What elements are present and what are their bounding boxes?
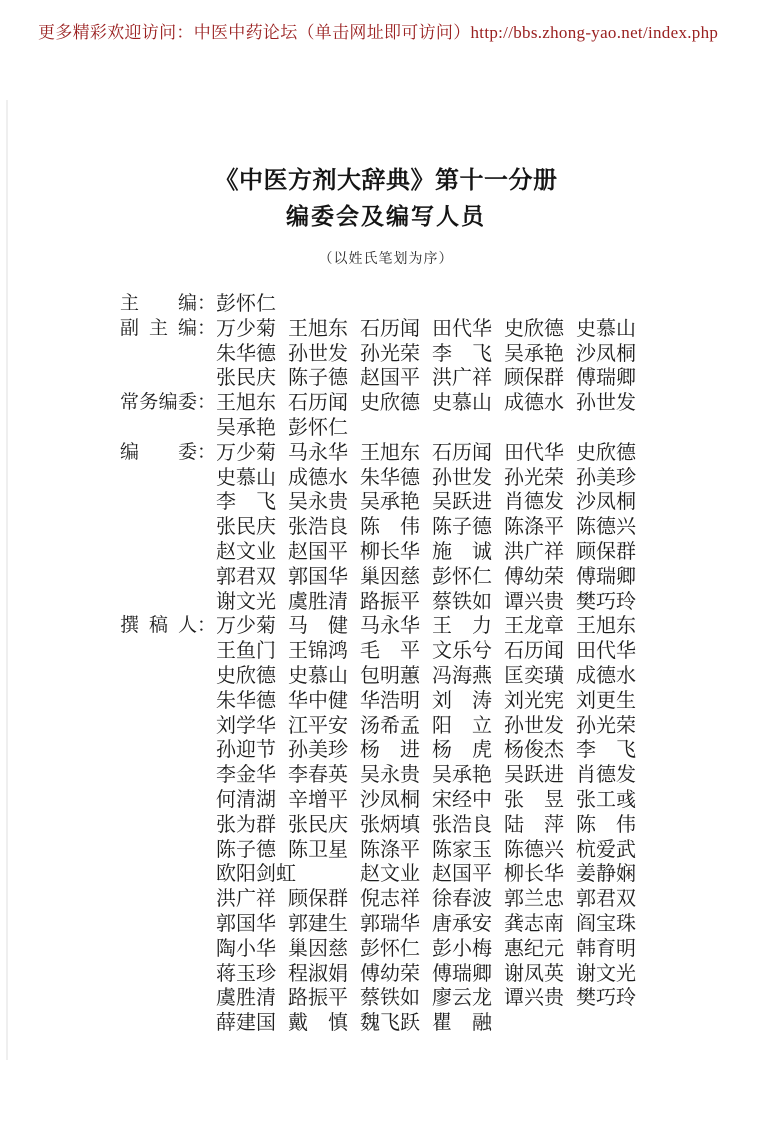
person-name: 辛增平 bbox=[288, 788, 348, 811]
person-name: 杨 进 bbox=[360, 739, 420, 762]
person-name: 孙世发 bbox=[504, 714, 564, 737]
person-name: 张浩良 bbox=[432, 813, 492, 836]
person-name: 沙凤桐 bbox=[576, 342, 636, 365]
role-label-contributors bbox=[120, 614, 216, 639]
person-name: 路振平 bbox=[360, 590, 420, 613]
name-row bbox=[216, 441, 648, 466]
person-name: 史欣德 bbox=[216, 664, 276, 687]
person-name: 瞿 融 bbox=[432, 1012, 492, 1035]
name-rows bbox=[216, 292, 648, 317]
name-row bbox=[216, 391, 648, 416]
section-deputy-chief-editors bbox=[120, 317, 648, 391]
person-name: 郭君双 bbox=[576, 888, 636, 911]
person-name: 蒋玉珍 bbox=[216, 962, 276, 985]
role-label-colon: ： bbox=[196, 615, 216, 637]
person-name: 宋经中 bbox=[432, 788, 492, 811]
person-name: 史慕山 bbox=[432, 392, 492, 415]
person-name: 马永华 bbox=[360, 615, 420, 638]
person-name: 陈子德 bbox=[288, 367, 348, 390]
person-name: 沙凤桐 bbox=[360, 788, 420, 811]
person-name: 彭怀仁 bbox=[288, 416, 348, 439]
editorial-roster bbox=[120, 292, 648, 1036]
person-name: 李 飞 bbox=[576, 739, 636, 762]
person-name: 洪广祥 bbox=[216, 888, 276, 911]
role-label-text: 主 编 bbox=[120, 293, 197, 314]
sort-order-note: （以姓氏笔划为序） bbox=[318, 252, 454, 267]
person-name: 姜静娴 bbox=[576, 863, 636, 886]
person-name: 刘光宪 bbox=[504, 689, 564, 712]
role-label-standing-committee bbox=[120, 391, 216, 416]
person-name: 柳长华 bbox=[504, 863, 564, 886]
name-row bbox=[216, 986, 648, 1011]
person-name: 陈子德 bbox=[216, 838, 276, 861]
person-name: 孙美珍 bbox=[288, 739, 348, 762]
person-name: 樊巧玲 bbox=[576, 987, 636, 1010]
person-name: 顾保群 bbox=[504, 367, 564, 390]
person-name: 陈涤平 bbox=[360, 838, 420, 861]
person-name: 陈家玉 bbox=[432, 838, 492, 861]
person-name: 傅幼荣 bbox=[504, 565, 564, 588]
person-name: 孙光荣 bbox=[504, 466, 564, 489]
person-name: 彭怀仁 bbox=[432, 565, 492, 588]
person-name: 田代华 bbox=[432, 317, 492, 340]
person-name: 蔡铁如 bbox=[432, 590, 492, 613]
committee-heading: 编委会及编写人员 bbox=[286, 203, 486, 229]
person-name: 朱华德 bbox=[360, 466, 420, 489]
person-name: 吴永贵 bbox=[360, 764, 420, 787]
person-name: 成德水 bbox=[288, 466, 348, 489]
person-name: 程淑娟 bbox=[288, 962, 348, 985]
person-name: 孙迎节 bbox=[216, 739, 276, 762]
person-name: 阎宝珠 bbox=[576, 912, 636, 935]
person-name: 王旭东 bbox=[576, 615, 636, 638]
person-name: 成德水 bbox=[504, 392, 564, 415]
person-name: 华浩明 bbox=[360, 689, 420, 712]
person-name: 欧阳剑虹 bbox=[216, 863, 296, 886]
person-name: 赵国平 bbox=[432, 863, 492, 886]
person-name: 华中健 bbox=[288, 689, 348, 712]
person-name: 江平安 bbox=[288, 714, 348, 737]
person-name: 郭国华 bbox=[288, 565, 348, 588]
person-name: 史慕山 bbox=[216, 466, 276, 489]
person-name: 肖德发 bbox=[504, 491, 564, 514]
person-name: 唐承安 bbox=[432, 912, 492, 935]
person-name: 杨俊杰 bbox=[504, 739, 564, 762]
person-name: 吴永贵 bbox=[288, 491, 348, 514]
person-name: 谢凤英 bbox=[504, 962, 564, 985]
name-row bbox=[216, 317, 648, 342]
person-name: 陈涤平 bbox=[504, 516, 564, 539]
person-name: 谢文光 bbox=[576, 962, 636, 985]
name-row bbox=[216, 342, 648, 367]
person-name bbox=[288, 862, 360, 887]
role-label-colon: ： bbox=[196, 441, 216, 463]
section-standing-committee bbox=[120, 391, 648, 441]
person-name: 吴承艳 bbox=[504, 342, 564, 365]
person-name: 马永华 bbox=[288, 441, 348, 464]
person-name: 文乐兮 bbox=[432, 640, 492, 663]
person-name: 万少菊 bbox=[216, 615, 276, 638]
name-row bbox=[216, 639, 648, 664]
name-row bbox=[216, 664, 648, 689]
person-name: 张浩良 bbox=[288, 516, 348, 539]
section-chief-editor bbox=[120, 292, 648, 317]
person-name: 傅瑞卿 bbox=[576, 565, 636, 588]
person-name: 何清湖 bbox=[216, 788, 276, 811]
person-name: 李 飞 bbox=[432, 342, 492, 365]
person-name: 赵国平 bbox=[360, 367, 420, 390]
role-label-editorial-board bbox=[120, 441, 216, 466]
person-name: 孙世发 bbox=[576, 392, 636, 415]
name-row bbox=[216, 887, 648, 912]
person-name: 虞胜清 bbox=[216, 987, 276, 1010]
person-name: 施 诚 bbox=[432, 540, 492, 563]
person-name: 石历闻 bbox=[360, 317, 420, 340]
person-name: 廖云龙 bbox=[432, 987, 492, 1010]
person-name: 赵文业 bbox=[360, 863, 420, 886]
person-name: 李春英 bbox=[288, 764, 348, 787]
person-name: 陈德兴 bbox=[504, 838, 564, 861]
name-row bbox=[216, 490, 648, 515]
forum-notice-link[interactable]: 更多精彩欢迎访问：中医中药论坛（单击网址即可访问）http://bbs.zhong-yao.net/index.php bbox=[38, 23, 719, 42]
person-name: 郭国华 bbox=[216, 912, 276, 935]
name-row bbox=[216, 763, 648, 788]
person-name: 王龙章 bbox=[504, 615, 564, 638]
person-name: 张民庆 bbox=[216, 367, 276, 390]
name-rows bbox=[216, 317, 648, 391]
person-name: 王旭东 bbox=[360, 441, 420, 464]
person-name: 郭君双 bbox=[216, 565, 276, 588]
person-name: 杭爱武 bbox=[576, 838, 636, 861]
person-name: 陶小华 bbox=[216, 937, 276, 960]
name-row bbox=[216, 689, 648, 714]
person-name: 张为群 bbox=[216, 813, 276, 836]
name-row bbox=[216, 738, 648, 763]
person-name: 巢因慈 bbox=[360, 565, 420, 588]
person-name: 孙美珍 bbox=[576, 466, 636, 489]
person-name: 洪广祥 bbox=[432, 367, 492, 390]
name-row bbox=[216, 565, 648, 590]
role-label-colon: ： bbox=[196, 317, 216, 339]
person-name: 陈子德 bbox=[432, 516, 492, 539]
title-block bbox=[0, 166, 772, 268]
role-label-colon: ： bbox=[196, 293, 216, 314]
person-name: 吴承艳 bbox=[216, 416, 276, 439]
person-name: 张 昱 bbox=[504, 788, 564, 811]
person-name: 田代华 bbox=[576, 640, 636, 663]
person-name: 匡奕璜 bbox=[504, 664, 564, 687]
person-name: 张民庆 bbox=[216, 516, 276, 539]
role-label-chief-editor bbox=[120, 292, 216, 317]
person-name: 柳长华 bbox=[360, 540, 420, 563]
name-row bbox=[216, 515, 648, 540]
person-name: 彭怀仁 bbox=[216, 293, 276, 315]
person-name: 汤希孟 bbox=[360, 714, 420, 737]
person-name: 谭兴贵 bbox=[504, 987, 564, 1010]
person-name: 石历闻 bbox=[288, 392, 348, 415]
person-name: 虞胜清 bbox=[288, 590, 348, 613]
person-name: 郭建生 bbox=[288, 912, 348, 935]
name-row bbox=[216, 838, 648, 863]
person-name: 魏飞跃 bbox=[360, 1012, 420, 1035]
person-name: 李 飞 bbox=[216, 491, 276, 514]
person-name: 洪广祥 bbox=[504, 540, 564, 563]
person-name: 孙世发 bbox=[288, 342, 348, 365]
name-row bbox=[216, 466, 648, 491]
person-name: 顾保群 bbox=[576, 540, 636, 563]
person-name: 史欣德 bbox=[576, 441, 636, 464]
person-name: 王旭东 bbox=[288, 317, 348, 340]
role-label-text: 副 主 编 bbox=[120, 317, 197, 339]
person-name: 王旭东 bbox=[216, 392, 276, 415]
person-name: 史欣德 bbox=[360, 392, 420, 415]
person-name: 田代华 bbox=[504, 441, 564, 464]
role-label-text: 撰 稿 人 bbox=[120, 615, 197, 637]
person-name: 史慕山 bbox=[288, 664, 348, 687]
person-name: 刘 涛 bbox=[432, 689, 492, 712]
person-name: 吴承艳 bbox=[360, 491, 420, 514]
person-name: 陈 伟 bbox=[360, 516, 420, 539]
name-rows bbox=[216, 391, 648, 441]
person-name: 李金华 bbox=[216, 764, 276, 787]
person-name: 谭兴贵 bbox=[504, 590, 564, 613]
person-name: 戴 慎 bbox=[288, 1012, 348, 1035]
person-name: 史欣德 bbox=[504, 317, 564, 340]
person-name: 傅幼荣 bbox=[360, 962, 420, 985]
person-name: 冯海燕 bbox=[432, 664, 492, 687]
person-name: 陈 伟 bbox=[576, 813, 636, 836]
name-row bbox=[216, 937, 648, 962]
person-name: 朱华德 bbox=[216, 342, 276, 365]
person-name: 惠纪元 bbox=[504, 937, 564, 960]
person-name: 龚志南 bbox=[504, 912, 564, 935]
role-label-text: 常 务 编 委 bbox=[120, 392, 197, 414]
name-row bbox=[216, 962, 648, 987]
person-name: 沙凤桐 bbox=[576, 491, 636, 514]
section-contributors bbox=[120, 614, 648, 1036]
name-row bbox=[216, 714, 648, 739]
role-label-deputy-chief-editors bbox=[120, 317, 216, 342]
person-name: 万少菊 bbox=[216, 317, 276, 340]
person-name: 陈德兴 bbox=[576, 516, 636, 539]
person-name: 阳 立 bbox=[432, 714, 492, 737]
person-name: 杨 虎 bbox=[432, 739, 492, 762]
person-name: 樊巧玲 bbox=[576, 590, 636, 613]
person-name: 石历闻 bbox=[432, 441, 492, 464]
person-name: 肖德发 bbox=[576, 764, 636, 787]
name-row bbox=[216, 366, 648, 391]
person-name: 彭小梅 bbox=[432, 937, 492, 960]
person-name: 王锦鸿 bbox=[288, 640, 348, 663]
person-name: 马 健 bbox=[288, 615, 348, 638]
name-row bbox=[216, 416, 648, 441]
book-title: 《中医方剂大辞典》第十一分册 bbox=[214, 167, 558, 194]
person-name: 陆 萍 bbox=[504, 813, 564, 836]
person-name: 巢因慈 bbox=[288, 937, 348, 960]
person-name: 陈卫星 bbox=[288, 838, 348, 861]
name-row bbox=[216, 1011, 648, 1036]
person-name: 毛 平 bbox=[360, 640, 420, 663]
person-name: 郭兰忠 bbox=[504, 888, 564, 911]
person-name: 王 力 bbox=[432, 615, 492, 638]
person-name: 傅瑞卿 bbox=[576, 367, 636, 390]
section-editorial-board bbox=[120, 441, 648, 615]
person-name: 彭怀仁 bbox=[360, 937, 420, 960]
name-row bbox=[216, 813, 648, 838]
name-row bbox=[216, 292, 648, 317]
person-name: 王鱼门 bbox=[216, 640, 276, 663]
person-name: 万少菊 bbox=[216, 441, 276, 464]
person-name: 吴跃进 bbox=[432, 491, 492, 514]
person-name: 谢文光 bbox=[216, 590, 276, 613]
person-name: 郭瑞华 bbox=[360, 912, 420, 935]
name-row bbox=[216, 540, 648, 565]
person-name: 吴承艳 bbox=[432, 764, 492, 787]
person-name: 韩育明 bbox=[576, 937, 636, 960]
person-name: 朱华德 bbox=[216, 689, 276, 712]
person-name: 孙光荣 bbox=[360, 342, 420, 365]
person-name: 张工彧 bbox=[576, 788, 636, 811]
person-name: 张民庆 bbox=[288, 813, 348, 836]
person-name: 刘更生 bbox=[576, 689, 636, 712]
person-name: 赵国平 bbox=[288, 540, 348, 563]
name-row bbox=[216, 862, 648, 887]
person-name: 顾保群 bbox=[288, 888, 348, 911]
person-name: 傅瑞卿 bbox=[432, 962, 492, 985]
person-name: 石历闻 bbox=[504, 640, 564, 663]
person-name: 包明蕙 bbox=[360, 664, 420, 687]
person-name: 赵文业 bbox=[216, 540, 276, 563]
person-name: 倪志祥 bbox=[360, 888, 420, 911]
person-name: 吴跃进 bbox=[504, 764, 564, 787]
name-row bbox=[216, 590, 648, 615]
person-name: 成德水 bbox=[576, 664, 636, 687]
person-name: 史慕山 bbox=[576, 317, 636, 340]
name-row bbox=[216, 614, 648, 639]
person-name: 张炳填 bbox=[360, 813, 420, 836]
person-name: 路振平 bbox=[288, 987, 348, 1010]
person-name: 孙光荣 bbox=[576, 714, 636, 737]
name-rows bbox=[216, 614, 648, 1036]
person-name: 蔡铁如 bbox=[360, 987, 420, 1010]
name-row bbox=[216, 912, 648, 937]
person-name: 徐春波 bbox=[432, 888, 492, 911]
person-name: 孙世发 bbox=[432, 466, 492, 489]
person-name: 刘学华 bbox=[216, 714, 276, 737]
name-rows bbox=[216, 441, 648, 615]
role-label-colon: ： bbox=[196, 392, 216, 414]
role-label-text: 编 委 bbox=[120, 441, 197, 463]
person-name: 薛建国 bbox=[216, 1012, 276, 1035]
name-row bbox=[216, 788, 648, 813]
